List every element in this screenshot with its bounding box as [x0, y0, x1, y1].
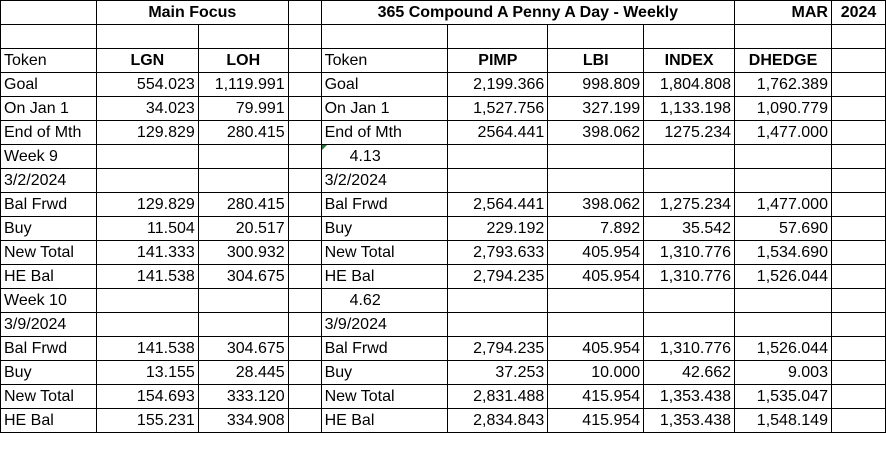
column-header-lgn[interactable]: LGN [96, 49, 198, 73]
row-label[interactable]: End of Mth [1, 121, 97, 145]
row-label[interactable]: Buy [1, 217, 97, 241]
value-cell-lgn[interactable]: 141.538 [96, 337, 198, 361]
cell[interactable] [548, 25, 644, 49]
value-cell-loh[interactable]: 300.932 [198, 241, 288, 265]
value-cell-lgn[interactable]: 154.693 [96, 385, 198, 409]
week-data-row [1, 361, 886, 385]
week-data-row [1, 241, 886, 265]
row-label[interactable]: New Total [1, 241, 97, 265]
value-cell-index[interactable]: 42.662 [644, 361, 735, 385]
value-cell-loh[interactable]: 334.908 [198, 409, 288, 433]
cell[interactable] [288, 385, 321, 409]
week-date[interactable]: 3/2/2024 [1, 169, 97, 193]
value-cell-pimp[interactable]: 2564.441 [448, 121, 548, 145]
value-cell-lbi[interactable]: 10.000 [548, 361, 644, 385]
row-label[interactable]: Bal Frwd [1, 337, 97, 361]
cell[interactable] [288, 145, 321, 169]
cell[interactable] [198, 25, 288, 49]
cell[interactable] [831, 337, 885, 361]
token-header-right[interactable]: Token [321, 49, 448, 73]
cell[interactable] [735, 25, 832, 49]
cell[interactable] [831, 169, 885, 193]
cell[interactable] [198, 169, 288, 193]
cell[interactable] [644, 289, 735, 313]
value-cell-pimp[interactable]: 2,564.441 [448, 193, 548, 217]
value-cell-dhedge[interactable]: 1,090.779 [735, 97, 832, 121]
value-cell-lbi[interactable]: 7.892 [548, 217, 644, 241]
value-cell-loh[interactable]: 304.675 [198, 337, 288, 361]
value-cell-lgn[interactable]: 129.829 [96, 121, 198, 145]
column-header-dhedge[interactable]: DHEDGE [735, 49, 832, 73]
row-label[interactable]: Bal Frwd [321, 337, 448, 361]
cell[interactable] [288, 265, 321, 289]
row-label[interactable]: On Jan 1 [321, 97, 448, 121]
value-cell-dhedge[interactable]: 1,548.149 [735, 409, 832, 433]
cell[interactable] [96, 145, 198, 169]
cell[interactable] [548, 169, 644, 193]
cell[interactable] [1, 25, 97, 49]
value-cell-lbi[interactable]: 405.954 [548, 337, 644, 361]
week-date[interactable]: 3/9/2024 [1, 313, 97, 337]
value-cell-dhedge[interactable]: 9.003 [735, 361, 832, 385]
week-data-row [1, 217, 886, 241]
value-cell-pimp[interactable]: 37.253 [448, 361, 548, 385]
value-cell-dhedge[interactable]: 1,526.044 [735, 337, 832, 361]
cell[interactable] [448, 313, 548, 337]
cell[interactable] [96, 25, 198, 49]
row-label[interactable]: HE Bal [1, 409, 97, 433]
value-cell-pimp[interactable]: 2,831.488 [448, 385, 548, 409]
value-cell-loh[interactable]: 20.517 [198, 217, 288, 241]
cell[interactable] [448, 145, 548, 169]
cell[interactable] [288, 49, 321, 73]
week-data-row [1, 193, 886, 217]
week-date[interactable]: 3/9/2024 [321, 313, 448, 337]
cell[interactable] [831, 49, 885, 73]
row-label[interactable]: New Total [1, 385, 97, 409]
cell[interactable] [448, 25, 548, 49]
cell[interactable] [288, 193, 321, 217]
cell[interactable] [288, 217, 321, 241]
value-cell-loh[interactable]: 280.415 [198, 193, 288, 217]
value-cell-pimp[interactable]: 2,199.366 [448, 73, 548, 97]
row-label[interactable]: Goal [1, 73, 97, 97]
summary-row [1, 97, 886, 121]
row-label[interactable]: Buy [1, 361, 97, 385]
value-cell-pimp[interactable]: 2,794.235 [448, 337, 548, 361]
cell[interactable] [288, 241, 321, 265]
cell[interactable] [288, 289, 321, 313]
value-cell-loh[interactable]: 304.675 [198, 265, 288, 289]
value-cell-index[interactable]: 1,804.808 [644, 73, 735, 97]
cell[interactable] [321, 25, 448, 49]
cell[interactable] [735, 169, 832, 193]
cell[interactable] [831, 265, 885, 289]
cell[interactable] [198, 289, 288, 313]
value-cell-lgn[interactable]: 11.504 [96, 217, 198, 241]
cell[interactable] [644, 145, 735, 169]
cell[interactable] [288, 361, 321, 385]
row-label[interactable]: HE Bal [321, 409, 448, 433]
value-cell-dhedge[interactable]: 1,477.000 [735, 121, 832, 145]
value-cell-lbi[interactable]: 398.062 [548, 193, 644, 217]
value-cell-index[interactable]: 1,310.776 [644, 241, 735, 265]
value-cell-lgn[interactable]: 34.023 [96, 97, 198, 121]
value-cell-loh[interactable]: 28.445 [198, 361, 288, 385]
row-label[interactable]: Goal [321, 73, 448, 97]
sheet-title[interactable]: 365 Compound A Penny A Day - Weekly [321, 1, 735, 25]
cell[interactable] [644, 169, 735, 193]
cell[interactable] [831, 73, 885, 97]
cell[interactable] [288, 121, 321, 145]
value-cell-dhedge[interactable]: 1,534.690 [735, 241, 832, 265]
cell[interactable] [198, 145, 288, 169]
cell[interactable] [831, 385, 885, 409]
value-cell-index[interactable]: 1,353.438 [644, 385, 735, 409]
cell[interactable] [288, 73, 321, 97]
cell[interactable] [735, 289, 832, 313]
row-label[interactable]: On Jan 1 [1, 97, 97, 121]
cell[interactable] [448, 289, 548, 313]
summary-row [1, 121, 886, 145]
value-cell-loh[interactable]: 79.991 [198, 97, 288, 121]
value-cell-lbi[interactable]: 327.199 [548, 97, 644, 121]
value-cell-index[interactable]: 1,133.198 [644, 97, 735, 121]
value-cell-pimp[interactable]: 229.192 [448, 217, 548, 241]
row-label[interactable]: HE Bal [321, 265, 448, 289]
row-label[interactable]: HE Bal [1, 265, 97, 289]
value-cell-lbi[interactable]: 405.954 [548, 265, 644, 289]
column-header-loh[interactable]: LOH [198, 49, 288, 73]
value-cell-lgn[interactable]: 13.155 [96, 361, 198, 385]
week-row [1, 145, 886, 169]
main-focus-header[interactable]: Main Focus [96, 1, 288, 25]
cell[interactable] [548, 313, 644, 337]
cell[interactable] [735, 145, 832, 169]
row-label[interactable]: Buy [321, 361, 448, 385]
value-cell-pimp[interactable]: 1,527.756 [448, 97, 548, 121]
cell[interactable] [288, 409, 321, 433]
value-cell-lgn[interactable]: 129.829 [96, 193, 198, 217]
cell[interactable] [1, 1, 97, 25]
value-cell-index[interactable]: 1,310.776 [644, 337, 735, 361]
value-cell-pimp[interactable]: 2,793.633 [448, 241, 548, 265]
value-cell-index[interactable]: 1275.234 [644, 121, 735, 145]
month-cell[interactable]: MAR [735, 1, 832, 25]
value-cell-loh[interactable]: 1,119.991 [198, 73, 288, 97]
week-label[interactable]: Week 9 [1, 145, 97, 169]
cell[interactable] [448, 169, 548, 193]
value-cell-loh[interactable]: 333.120 [198, 385, 288, 409]
cell[interactable] [735, 313, 832, 337]
cell[interactable] [96, 313, 198, 337]
cell[interactable] [198, 313, 288, 337]
row-label[interactable]: End of Mth [321, 121, 448, 145]
cell[interactable] [96, 289, 198, 313]
value-cell-pimp[interactable]: 2,794.235 [448, 265, 548, 289]
year-cell[interactable]: 2024 [831, 1, 885, 25]
value-cell-dhedge[interactable]: 1,477.000 [735, 193, 832, 217]
value-cell-lbi[interactable]: 998.809 [548, 73, 644, 97]
column-header-row [1, 49, 886, 73]
value-cell-lbi[interactable]: 405.954 [548, 241, 644, 265]
value-cell-index[interactable]: 35.542 [644, 217, 735, 241]
date-row [1, 169, 886, 193]
cell[interactable] [644, 313, 735, 337]
value-cell-lgn[interactable]: 141.538 [96, 265, 198, 289]
cell[interactable] [288, 97, 321, 121]
value-cell-index[interactable]: 1,353.438 [644, 409, 735, 433]
column-header-lbi[interactable]: LBI [548, 49, 644, 73]
cell[interactable] [288, 1, 321, 25]
week-data-row [1, 385, 886, 409]
row-label[interactable]: New Total [321, 385, 448, 409]
value-cell-lbi[interactable]: 398.062 [548, 121, 644, 145]
value-cell-lbi[interactable]: 415.954 [548, 409, 644, 433]
weekly-amount[interactable]: 4.62 [321, 289, 448, 313]
cell[interactable] [831, 217, 885, 241]
value-cell-lbi[interactable]: 415.954 [548, 385, 644, 409]
week-data-row [1, 265, 886, 289]
cell[interactable] [831, 193, 885, 217]
value-cell-lgn[interactable]: 141.333 [96, 241, 198, 265]
cell[interactable] [644, 25, 735, 49]
date-row [1, 313, 886, 337]
value-cell-lgn[interactable]: 155.231 [96, 409, 198, 433]
week-data-row [1, 409, 886, 433]
cell[interactable] [288, 313, 321, 337]
value-cell-dhedge[interactable]: 1,535.047 [735, 385, 832, 409]
blank-row [1, 25, 886, 49]
summary-row [1, 73, 886, 97]
row-label[interactable]: Buy [321, 217, 448, 241]
token-header-left[interactable]: Token [1, 49, 97, 73]
cell[interactable] [288, 337, 321, 361]
value-cell-dhedge[interactable]: 57.690 [735, 217, 832, 241]
title-row [1, 1, 886, 25]
cell[interactable] [831, 313, 885, 337]
cell[interactable] [548, 289, 644, 313]
row-label[interactable]: Bal Frwd [1, 193, 97, 217]
weekly-amount[interactable]: 4.13 [321, 145, 448, 169]
value-cell-dhedge[interactable]: 1,526.044 [735, 265, 832, 289]
column-header-pimp[interactable]: PIMP [448, 49, 548, 73]
cell[interactable] [831, 361, 885, 385]
cell[interactable] [831, 145, 885, 169]
cell[interactable] [96, 169, 198, 193]
week-row [1, 289, 886, 313]
week-data-row [1, 337, 886, 361]
value-cell-loh[interactable]: 280.415 [198, 121, 288, 145]
value-cell-pimp[interactable]: 2,834.843 [448, 409, 548, 433]
week-date[interactable]: 3/2/2024 [321, 169, 448, 193]
cell[interactable] [288, 25, 321, 49]
week-label[interactable]: Week 10 [1, 289, 97, 313]
cell[interactable] [831, 25, 885, 49]
cell[interactable] [288, 169, 321, 193]
cell[interactable] [548, 145, 644, 169]
cell[interactable] [831, 97, 885, 121]
cell[interactable] [831, 121, 885, 145]
cell[interactable] [831, 409, 885, 433]
column-header-index[interactable]: INDEX [644, 49, 735, 73]
value-cell-dhedge[interactable]: 1,762.389 [735, 73, 832, 97]
row-label[interactable]: New Total [321, 241, 448, 265]
value-cell-index[interactable]: 1,310.776 [644, 265, 735, 289]
cell[interactable] [831, 289, 885, 313]
value-cell-lgn[interactable]: 554.023 [96, 73, 198, 97]
value-cell-index[interactable]: 1,275.234 [644, 193, 735, 217]
row-label[interactable]: Bal Frwd [321, 193, 448, 217]
cell[interactable] [831, 241, 885, 265]
